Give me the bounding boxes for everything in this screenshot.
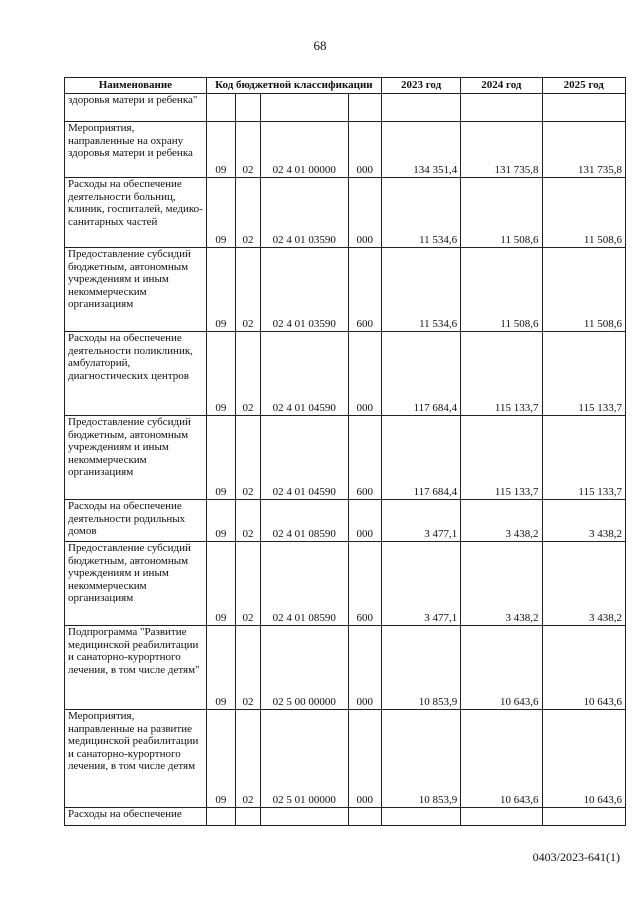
section-code: 09	[206, 542, 235, 626]
value-2025: 10 643,6	[542, 710, 625, 808]
value-2024: 10 643,6	[461, 710, 542, 808]
page-number: 68	[313, 38, 327, 53]
subsection-code: 02	[236, 122, 261, 178]
value-2024: 10 643,6	[461, 626, 542, 710]
expense-type-code: 600	[348, 416, 381, 500]
table-row	[65, 94, 626, 122]
subsection-code	[236, 808, 261, 826]
expense-type-code: 000	[348, 710, 381, 808]
value-2024: 11 508,6	[461, 178, 542, 248]
value-2025: 115 133,7	[542, 332, 625, 416]
value-2025	[542, 94, 625, 122]
value-2023: 11 534,6	[381, 248, 460, 332]
budget-table	[64, 77, 626, 826]
section-code: 09	[206, 122, 235, 178]
table-row	[65, 416, 626, 500]
table-row	[65, 122, 626, 178]
section-code: 09	[206, 416, 235, 500]
header-name: Наименование	[65, 78, 207, 94]
row-name: Расходы на обеспечение деятельности родильных домов	[65, 500, 207, 542]
target-article-code: 02 5 01 00000	[261, 710, 349, 808]
value-2024: 3 438,2	[461, 542, 542, 626]
section-code: 09	[206, 332, 235, 416]
subsection-code: 02	[236, 626, 261, 710]
row-name: Предоставление субсидий бюджетным, автономным учреждениям и иным некоммерческим организациям	[65, 416, 207, 500]
value-2023: 10 853,9	[381, 710, 460, 808]
subsection-code: 02	[236, 248, 261, 332]
value-2023: 3 477,1	[381, 500, 460, 542]
target-article-code	[261, 808, 349, 826]
expense-type-code: 000	[348, 500, 381, 542]
table-row	[65, 808, 626, 826]
expense-type-code: 600	[348, 248, 381, 332]
table-row	[65, 332, 626, 416]
table-row	[65, 710, 626, 808]
value-2024: 115 133,7	[461, 332, 542, 416]
table-row	[65, 178, 626, 248]
value-2024: 115 133,7	[461, 416, 542, 500]
target-article-code: 02 4 01 03590	[261, 248, 349, 332]
expense-type-code: 600	[348, 542, 381, 626]
subsection-code: 02	[236, 710, 261, 808]
value-2025: 11 508,6	[542, 248, 625, 332]
value-2024	[461, 808, 542, 826]
section-code: 09	[206, 500, 235, 542]
row-name: Мероприятия, направленные на охрану здоровья матери и ребенка	[65, 122, 207, 178]
row-name: здоровья матери и ребенка"	[65, 94, 207, 122]
expense-type-code: 000	[348, 332, 381, 416]
row-name: Предоставление субсидий бюджетным, автономным учреждениям и иным некоммерческим организациям	[65, 248, 207, 332]
row-name: Расходы на обеспечение	[65, 808, 207, 826]
table-row	[65, 500, 626, 542]
table-row	[65, 542, 626, 626]
value-2023	[381, 808, 460, 826]
subsection-code: 02	[236, 416, 261, 500]
expense-type-code	[348, 94, 381, 122]
expense-type-code: 000	[348, 122, 381, 178]
target-article-code: 02 4 01 03590	[261, 178, 349, 248]
subsection-code	[236, 94, 261, 122]
value-2025	[542, 808, 625, 826]
expense-type-code: 000	[348, 626, 381, 710]
table-row	[65, 626, 626, 710]
section-code: 09	[206, 626, 235, 710]
document-code: 0403/2023-641(1)	[532, 850, 620, 864]
target-article-code: 02 4 01 08590	[261, 500, 349, 542]
value-2023	[381, 94, 460, 122]
expense-type-code	[348, 808, 381, 826]
expense-type-code: 000	[348, 178, 381, 248]
value-2025: 3 438,2	[542, 500, 625, 542]
value-2025: 115 133,7	[542, 416, 625, 500]
row-name: Мероприятия, направленные на развитие медицинской реабилитации и санаторно-курортного лечения, в том числе детям	[65, 710, 207, 808]
value-2024: 11 508,6	[461, 248, 542, 332]
value-2025: 10 643,6	[542, 626, 625, 710]
table-body	[65, 94, 626, 826]
value-2023: 117 684,4	[381, 332, 460, 416]
target-article-code: 02 4 01 08590	[261, 542, 349, 626]
header-2024: 2024 год	[461, 78, 542, 94]
table-header	[65, 78, 626, 94]
section-code: 09	[206, 248, 235, 332]
header-2025: 2025 год	[542, 78, 625, 94]
header-row	[65, 78, 626, 94]
value-2023: 117 684,4	[381, 416, 460, 500]
section-code	[206, 808, 235, 826]
value-2023: 11 534,6	[381, 178, 460, 248]
row-name: Расходы на обеспечение деятельности поликлиник, амбулаторий, диагностических центров	[65, 332, 207, 416]
value-2024: 3 438,2	[461, 500, 542, 542]
value-2024	[461, 94, 542, 122]
value-2023: 10 853,9	[381, 626, 460, 710]
value-2023: 134 351,4	[381, 122, 460, 178]
target-article-code: 02 4 01 04590	[261, 332, 349, 416]
section-code: 09	[206, 710, 235, 808]
value-2024: 131 735,8	[461, 122, 542, 178]
section-code: 09	[206, 178, 235, 248]
target-article-code: 02 4 01 00000	[261, 122, 349, 178]
value-2025: 11 508,6	[542, 178, 625, 248]
header-2023: 2023 год	[381, 78, 460, 94]
header-code: Код бюджетной классификации	[206, 78, 381, 94]
table-row	[65, 248, 626, 332]
row-name: Подпрограмма "Развитие медицинской реабилитации и санаторно-курортного лечения, в том числе детям"	[65, 626, 207, 710]
target-article-code	[261, 94, 349, 122]
subsection-code: 02	[236, 332, 261, 416]
target-article-code: 02 5 00 00000	[261, 626, 349, 710]
row-name: Расходы на обеспечение деятельности больниц, клиник, госпиталей, медико-санитарных частей	[65, 178, 207, 248]
value-2025: 3 438,2	[542, 542, 625, 626]
subsection-code: 02	[236, 500, 261, 542]
row-name: Предоставление субсидий бюджетным, автономным учреждениям и иным некоммерческим организациям	[65, 542, 207, 626]
subsection-code: 02	[236, 542, 261, 626]
section-code	[206, 94, 235, 122]
target-article-code: 02 4 01 04590	[261, 416, 349, 500]
subsection-code: 02	[236, 178, 261, 248]
value-2023: 3 477,1	[381, 542, 460, 626]
value-2025: 131 735,8	[542, 122, 625, 178]
